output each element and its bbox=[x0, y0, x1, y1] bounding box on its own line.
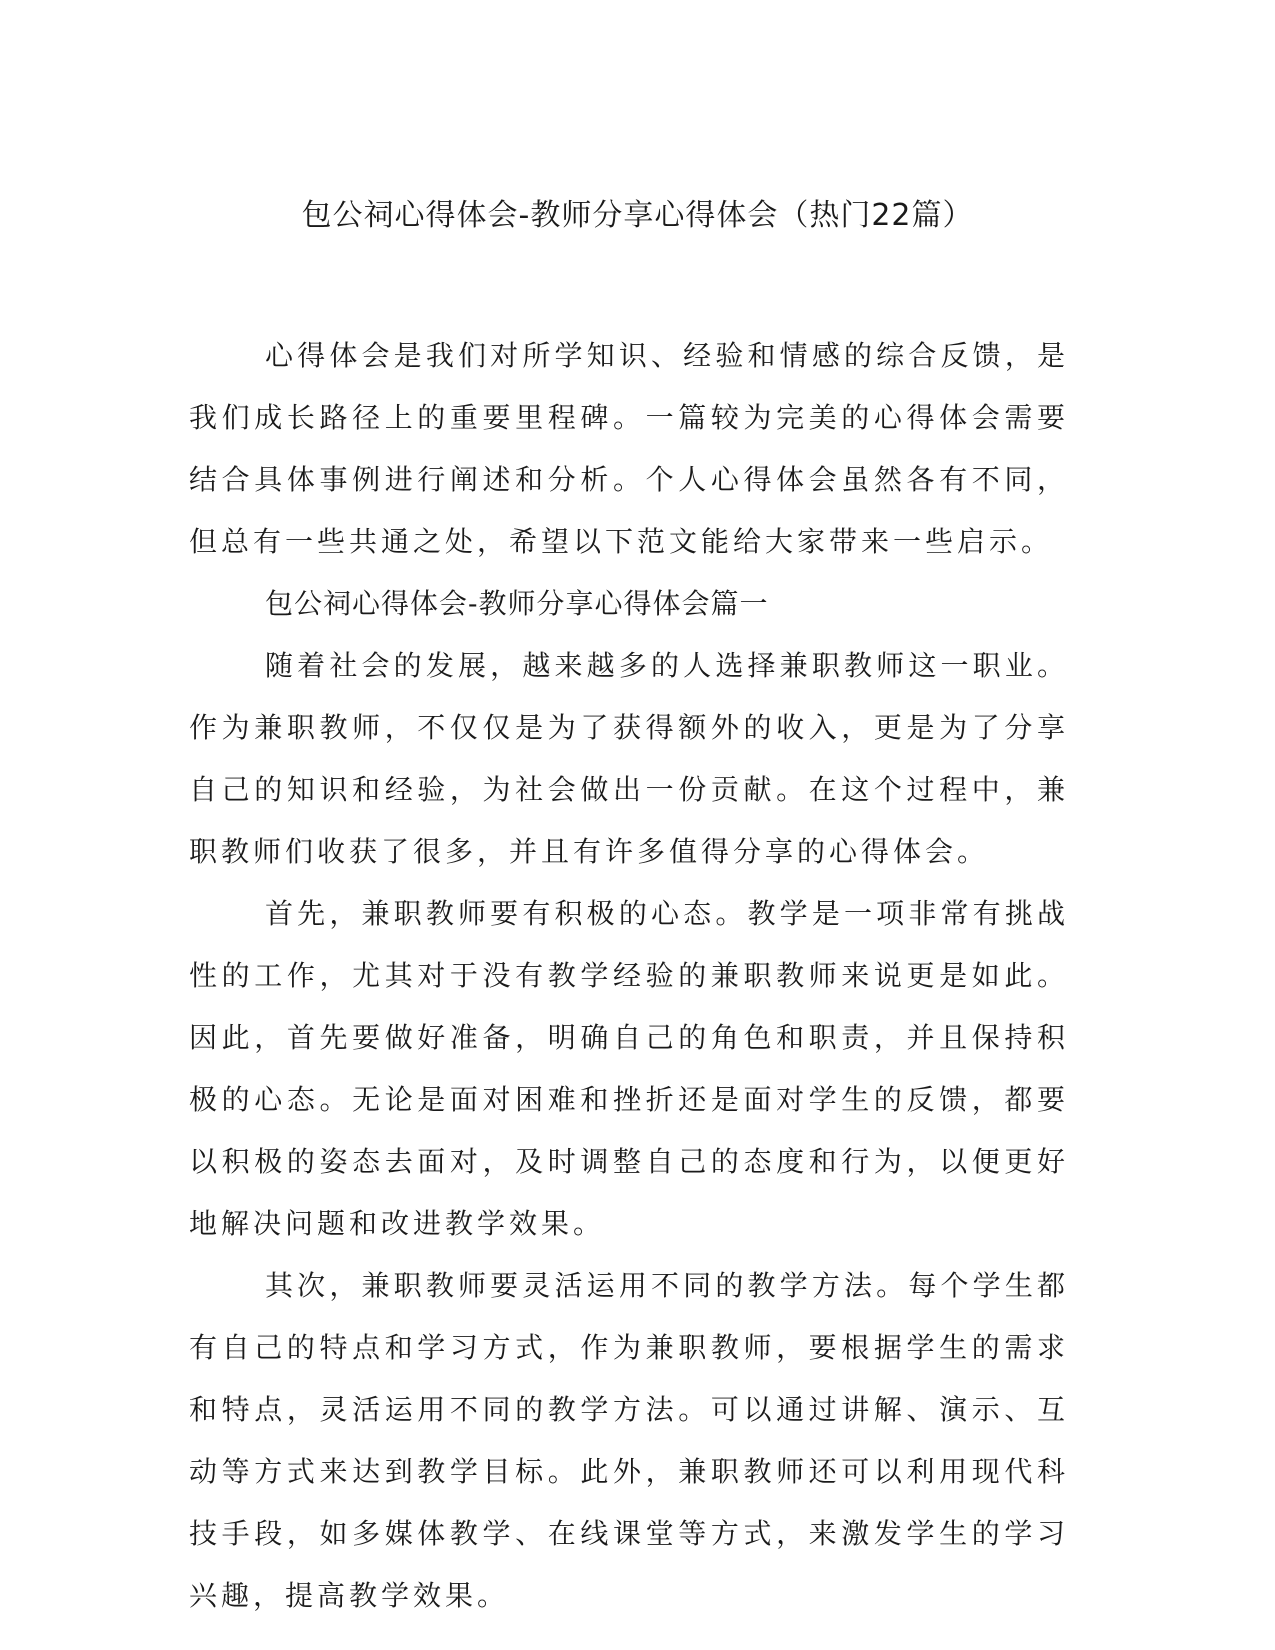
body-paragraph: 其次，兼职教师要灵活运用不同的教学方法。每个学生都有自己的特点和学习方式，作为兼职教师，要根据学生的需求和特点，灵活运用不同的教学方法。可以通过讲解、演示、互动等方式来达到教学目标。此外，兼职教师还可以利用现代科技手段，如多媒体教学、在线课堂等方式，来激发学生的学习兴趣，提高教学效果。 bbox=[189, 1269, 1069, 1612]
document-title: 包公祠心得体会-教师分享心得体会（热门22篇） bbox=[301, 198, 974, 233]
section-heading: 包公祠心得体会-教师分享心得体会篇一 bbox=[265, 587, 769, 620]
body-paragraph: 首先，兼职教师要有积极的心态。教学是一项非常有挑战性的工作，尤其对于没有教学经验的兼职教师来说更是如此。因此，首先要做好准备，明确自己的角色和职责，并且保持积极的心态。无论是面对困难和挫折还是面对学生的反馈，都要以积极的姿态去面对，及时调整自己的态度和行为，以便更好地解决问题和改进教学效果。 bbox=[189, 897, 1069, 1240]
intro-paragraph: 心得体会是我们对所学知识、经验和情感的综合反馈，是我们成长路径上的重要里程碑。一篇较为完美的心得体会需要结合具体事例进行阐述和分析。个人心得体会虽然各有不同，但总有一些共通之处，希望以下范文能给大家带来一些启示。 bbox=[189, 339, 1069, 558]
body-paragraph: 随着社会的发展，越来越多的人选择兼职教师这一职业。作为兼职教师，不仅仅是为了获得额外的收入，更是为了分享自己的知识和经验，为社会做出一份贡献。在这个过程中，兼职教师们收获了很多，并且有许多值得分享的心得体会。 bbox=[189, 649, 1069, 868]
document-body bbox=[189, 325, 1069, 1627]
